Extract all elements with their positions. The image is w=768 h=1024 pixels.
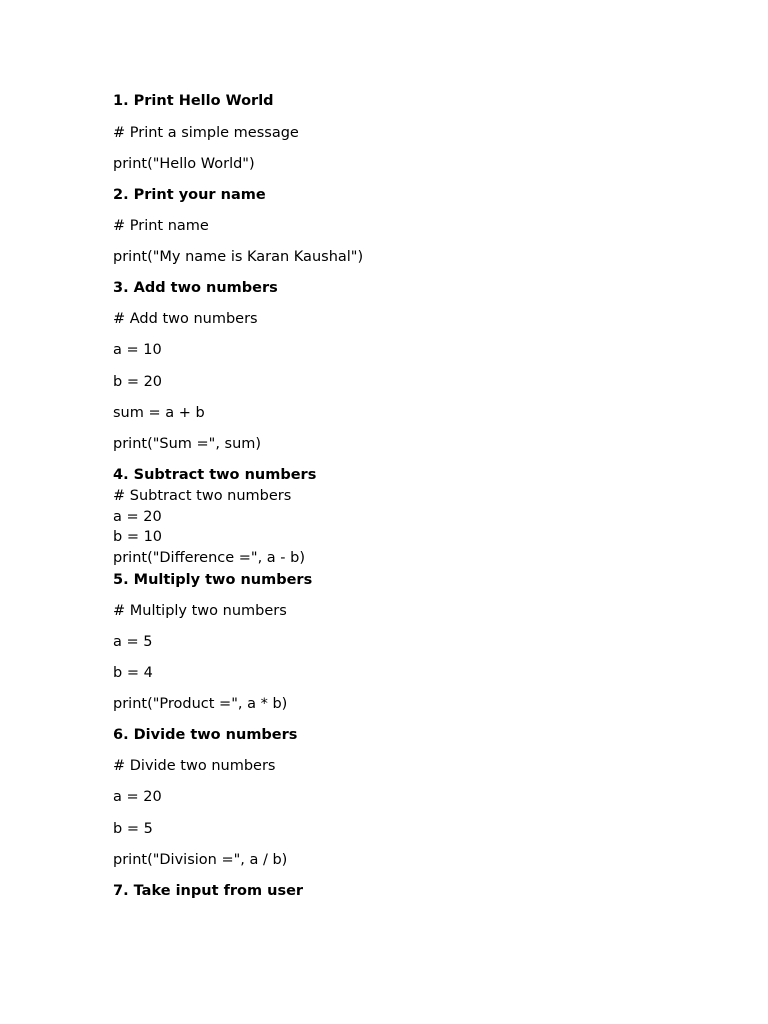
section-6-code-line: b = 5	[113, 821, 153, 837]
section-3-code-line: b = 20	[113, 374, 163, 390]
section-5-code-line: print("Product =", a * b)	[113, 696, 288, 712]
section-3-code-line: print("Sum =", sum)	[113, 436, 262, 452]
section-2-heading: 2. Print your name	[113, 187, 266, 203]
section-5-comment: # Multiply two numbers	[113, 603, 287, 619]
section-2-comment: # Print name	[113, 218, 209, 234]
section-5-code-line: a = 5	[113, 634, 153, 650]
section-4-code-line: print("Difference =", a - b)	[113, 550, 305, 566]
section-5-code-line: b = 4	[113, 665, 153, 681]
section-1-heading: 1. Print Hello World	[113, 93, 274, 109]
section-4-heading: 4. Subtract two numbers	[113, 467, 317, 483]
section-2-code-line: print("My name is Karan Kaushal")	[113, 249, 364, 265]
section-6-code-line: print("Division =", a / b)	[113, 852, 288, 868]
section-4-code-line: a = 20	[113, 509, 162, 525]
section-1-comment: # Print a simple message	[113, 125, 299, 141]
section-3-comment: # Add two numbers	[113, 311, 258, 327]
section-6-heading: 6. Divide two numbers	[113, 727, 298, 743]
section-6-code-line: a = 20	[113, 789, 162, 805]
section-3-code-line: a = 10	[113, 342, 162, 358]
section-4-comment: # Subtract two numbers	[113, 488, 292, 504]
section-6-comment: # Divide two numbers	[113, 758, 276, 774]
section-1-code-line: print("Hello World")	[113, 156, 255, 172]
section-3-code-line: sum = a + b	[113, 405, 205, 421]
section-5-heading: 5. Multiply two numbers	[113, 572, 313, 588]
section-4-code-line: b = 10	[113, 529, 163, 545]
section-3-heading: 3. Add two numbers	[113, 280, 278, 296]
section-7-heading: 7. Take input from user	[113, 883, 304, 899]
